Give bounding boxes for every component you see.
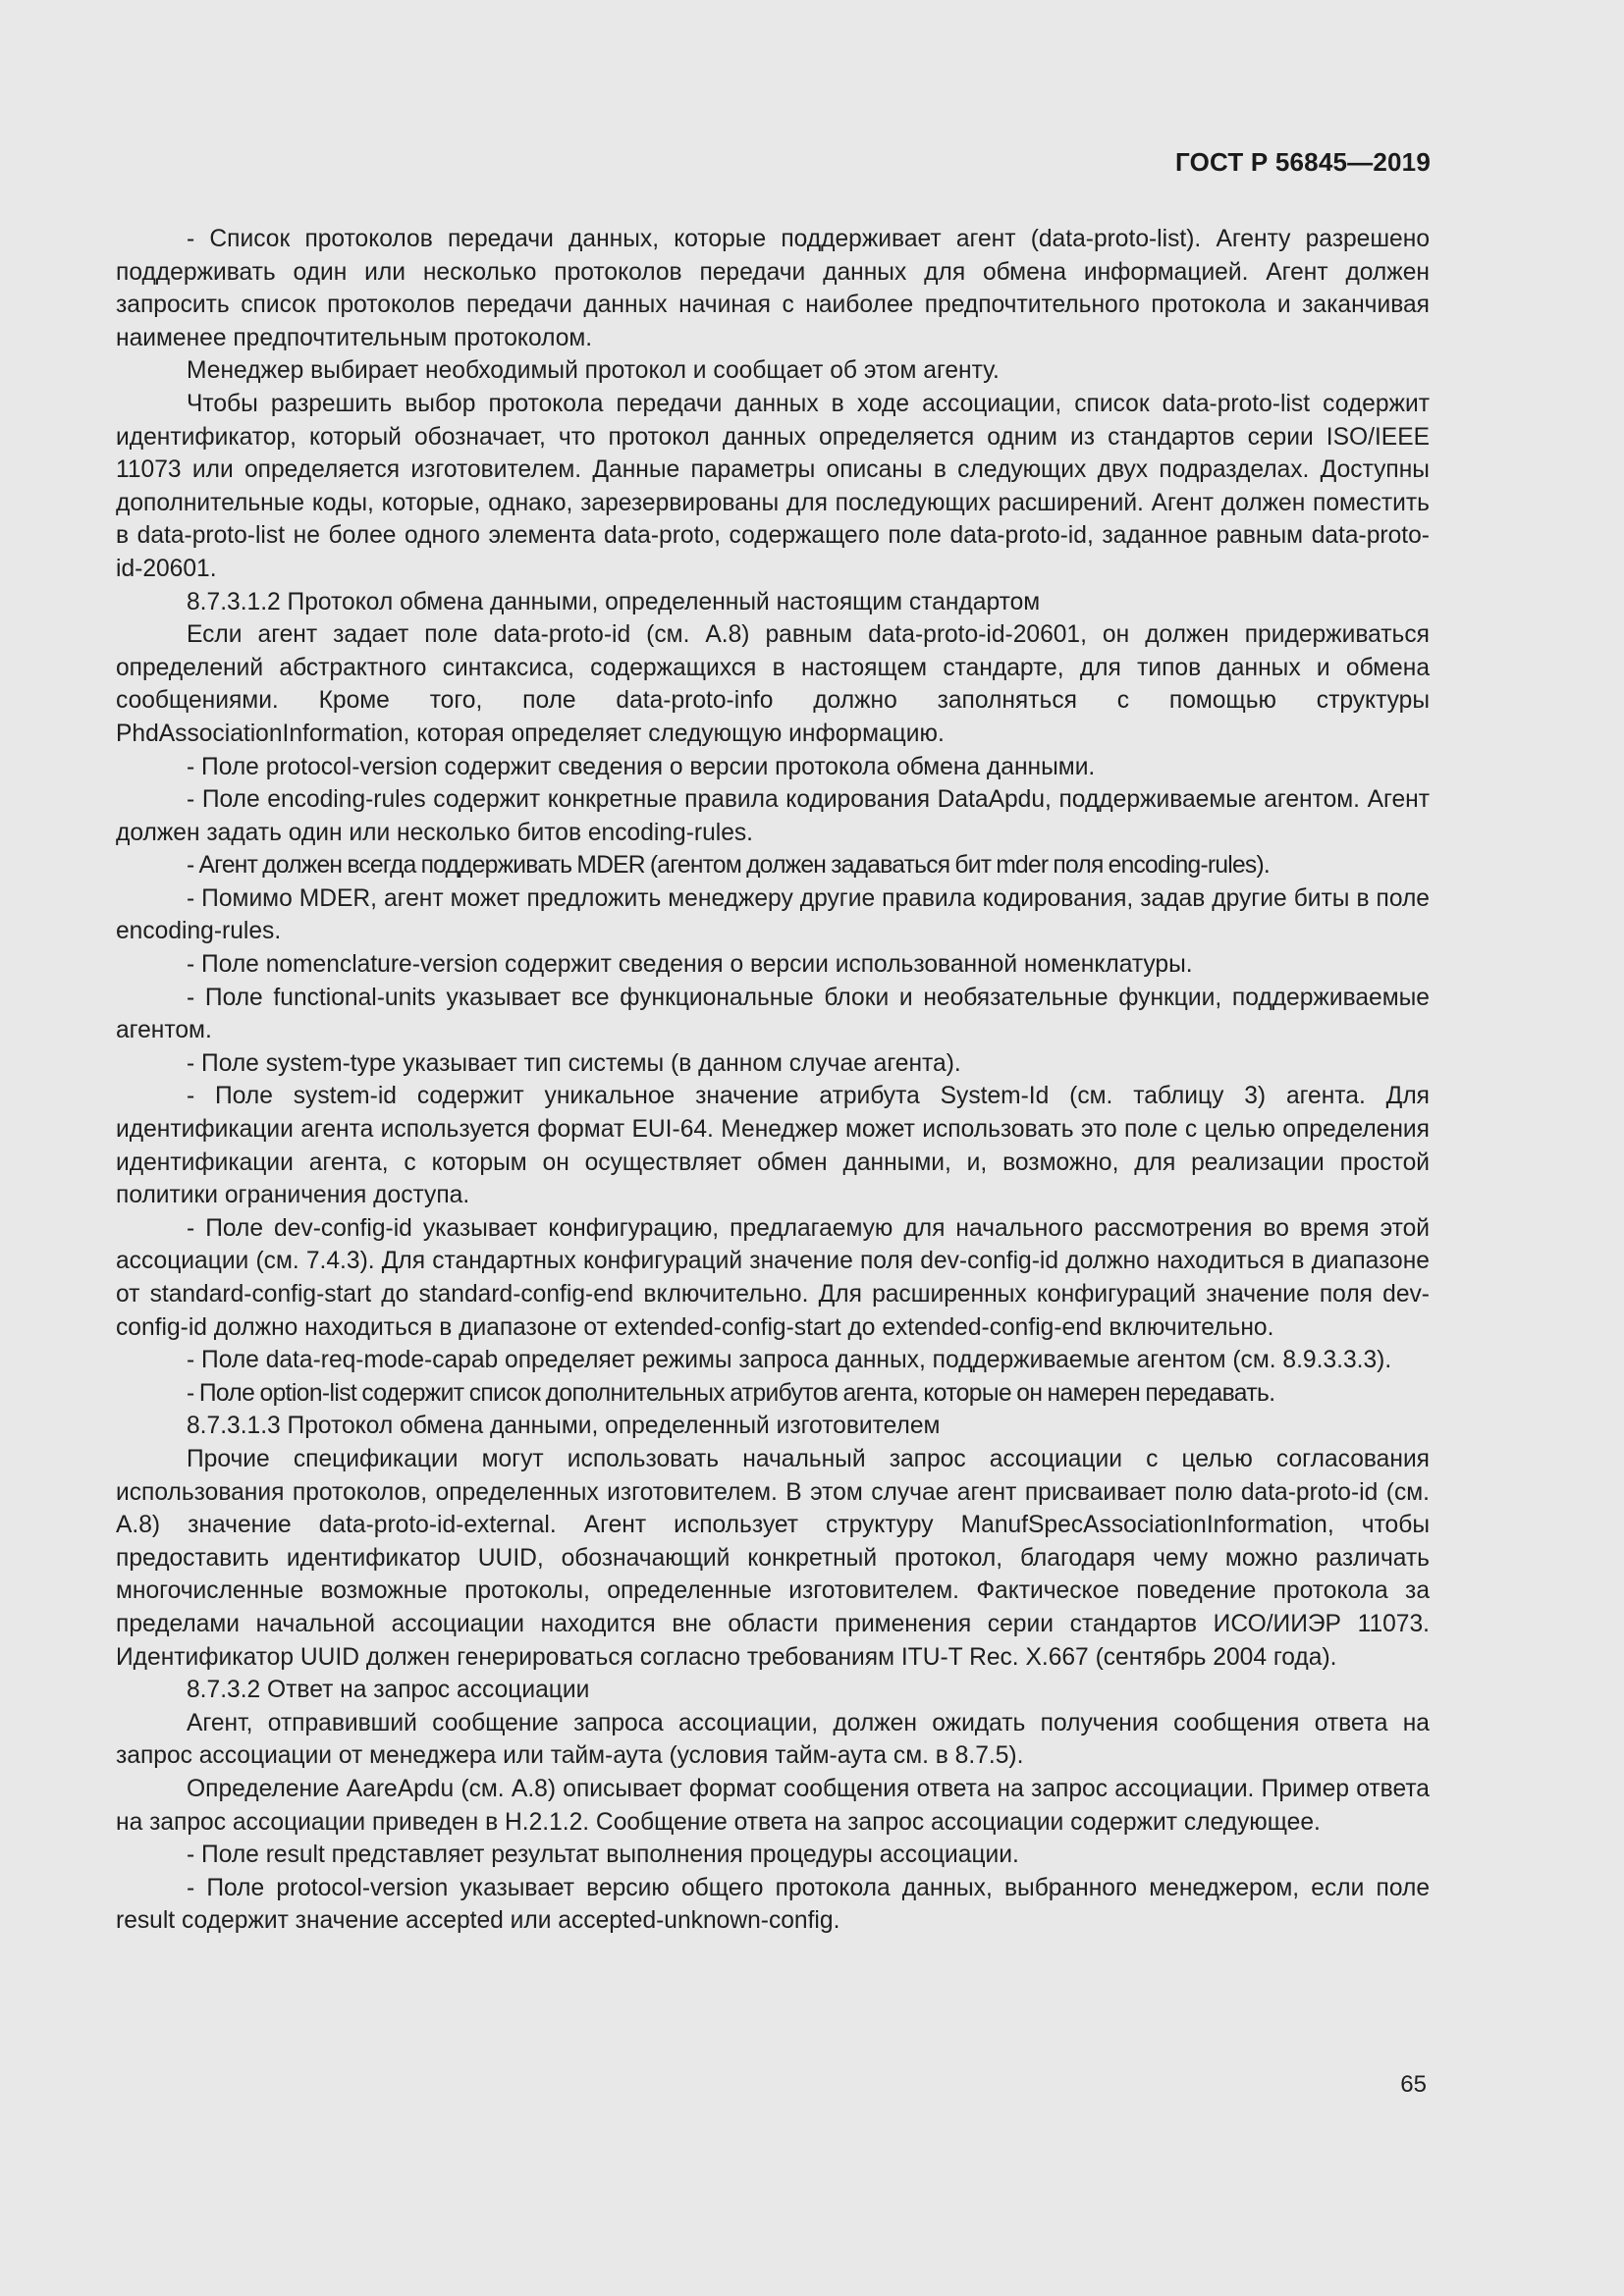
list-item: - Агент должен всегда поддерживать MDER (агентом должен задаваться бит mder поля encoding-rules). (187, 852, 1270, 880)
document-header: ГОСТ Р 56845—2019 (1175, 147, 1431, 177)
paragraph: Чтобы разрешить выбор протокола передачи данных в ходе ассоциации, список data-proto-list содержит идентификатор, который обозначает, что протокол данных определяется одним из стандартов серии ISO/IEEE 11073 или определяется изготовителем. Данные параметры описаны в следующих двух подразделах. Доступны дополнительные коды, которые, однако, зарезервированы для последующих расширений. Агент должен поместить в data-proto-list не более одного элемента data-proto, содержащего поле data-proto-id, заданное равным data-proto-id-20601. (116, 390, 1430, 582)
list-item: - Поле dev-config-id указывает конфигурацию, предлагаемую для начального рассмотрения во время этой ассоциации (см. 7.4.3). Для стандартных конфигураций значение поля dev-config-id должно находиться в диапазоне от standard-config-start до standard-config-end включительно. Для расширенных конфигураций значение поля dev-config-id должно находиться в диапазоне от extended-config-start до extended-config-end включительно. (116, 1214, 1430, 1341)
paragraph: Агент, отправивший сообщение запроса ассоциации, должен ожидать получения сообщения ответа на запрос ассоциации от менеджера или тайм-аута (условия тайм-аута см. в 8.7.5). (116, 1709, 1430, 1770)
list-item: - Поле protocol-version указывает версию общего протокола данных, выбранного менеджером, если поле result содержит значение accepted или accepted-unknown-config. (116, 1874, 1430, 1935)
list-item: - Поле data-req-mode-capab определяет режимы запроса данных, поддерживаемые агентом (см. 8.9.3.3.3). (187, 1347, 1392, 1374)
paragraph: Менеджер выбирает необходимый протокол и сообщает об этом агенту. (187, 357, 1000, 385)
section-heading: 8.7.3.1.3 Протокол обмена данными, определенный изготовителем (187, 1413, 941, 1440)
list-item: - Поле system-type указывает тип системы (в данном случае агента). (187, 1049, 961, 1077)
list-item: - Поле option-list содержит список дополнительных атрибутов агента, которые он намерен передавать. (187, 1379, 1275, 1407)
list-item: - Поле encoding-rules содержит конкретные правила кодирования DataApdu, поддерживаемые агентом. Агент должен задать один или несколько битов encoding-rules. (116, 786, 1430, 846)
list-item: - Поле functional-units указывает все функциональные блоки и необязательные функции, поддерживаемые агентом. (116, 984, 1430, 1044)
paragraph: Определение AareApdu (см. А.8) описывает формат сообщения ответа на запрос ассоциации. Пример ответа на запрос ассоциации приведен в Н.2.1.2. Сообщение ответа на запрос ассоциации содержит следующее. (116, 1775, 1430, 1836)
list-item: - Поле nomenclature-version содержит сведения о версии использованной номенклатуры. (187, 951, 1193, 979)
section-heading: 8.7.3.1.2 Протокол обмена данными, определенный настоящим стандартом (187, 588, 1041, 615)
document-body (116, 223, 1430, 1938)
list-item: - Помимо MDER, агент может предложить менеджеру другие правила кодирования, задав другие биты в поле encoding-rules. (116, 884, 1430, 945)
paragraph: Если агент задает поле data-proto-id (см. А.8) равным data-proto-id-20601, он должен придерживаться определений абстрактного синтаксиса, содержащихся в настоящем стандарте, для типов данных и обмена сообщениями. Кроме того, поле data-proto-info должно заполняться с помощью структуры PhdAssociationInformation, которая определяет следующую информацию. (116, 621, 1430, 747)
list-item: - Поле system-id содержит уникальное значение атрибута System-Id (см. таблицу 3) агента. Для идентификации агента используется формат EUI-64. Менеджер может использовать это поле с целью определения идентификации агента, с которым он осуществляет обмен данными, и, возможно, для реализации простой политики ограничения доступа. (116, 1083, 1430, 1209)
section-heading: 8.7.3.2 Ответ на запрос ассоциации (187, 1677, 590, 1704)
list-item: - Поле result представляет результат выполнения процедуры ассоциации. (187, 1842, 1019, 1869)
paragraph: Прочие спецификации могут использовать начальный запрос ассоциации с целью согласования использования протоколов, определенных изготовителем. В этом случае агент присваивает полю data-proto-id (см. А.8) значение data-proto-id-external. Агент использует структуру ManufSpecAssociationInformation, чтобы предоставить идентификатор UUID, обозначающий конкретный протокол, благодаря чему можно различать многочисленные возможные протоколы, определенные изготовителем. Фактическое поведение протокола за пределами начальной ассоциации находится вне области применения серии стандартов ИСО/ИИЭР 11073. Идентификатор UUID должен генерироваться согласно требованиям ITU-T Rec. X.667 (сентябрь 2004 года). (116, 1445, 1430, 1671)
page-number: 65 (1400, 2071, 1427, 2098)
list-item: - Поле protocol-version содержит сведения о версии протокола обмена данными. (187, 753, 1096, 780)
paragraph: - Список протоколов передачи данных, которые поддерживает агент (data-proto-list). Агенту разрешено поддерживать один или несколько протоколов передачи данных для обмена информацией. Агент должен запросить список протоколов передачи данных начиная с наиболее предпочтительного протокола и заканчивая наименее предпочтительным протоколом. (116, 226, 1430, 351)
